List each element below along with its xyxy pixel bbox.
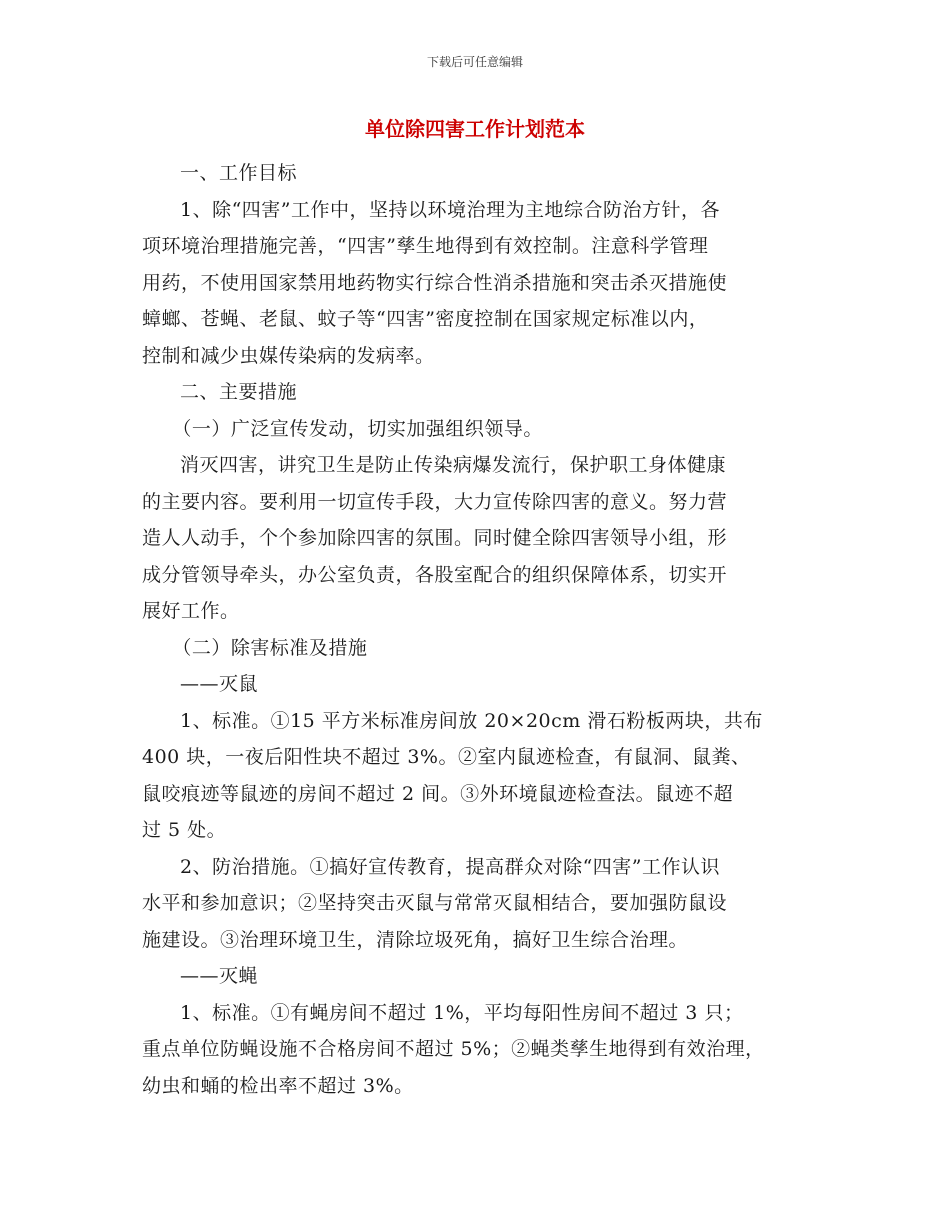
- paragraph-fly-standard: 1、标准。①有蝇房间不超过 1%，平均每阳性房间不超过 3 只； 重点单位防蝇设施不合格房间不超过 5%；②蝇类孳生地得到有效治理， 幼虫和蛹的检出率不超过 3%。: [142, 1001, 765, 1097]
- subheading-standards: （二）除害标准及措施: [172, 636, 368, 659]
- paragraph-goal-1: 1、除“四害”工作中，坚持以环境治理为主地综合防治方针，各 项环境治理措施完善，“四害”孳生地得到有效控制。注意科学管理 用药，不使用国家禁用地药物实行综合性消杀措施和突击杀灭措施使 蟑螂、苍蝇、老鼠、蚊子等“四害”密度控制在国家规定标准以内， 控制和减少虫媒传染病的发病率。: [142, 198, 728, 367]
- heading-fly-control: ——灭蝇: [180, 965, 259, 987]
- document-body: [142, 155, 822, 1104]
- paragraph-rodent-standard: 1、标准。①15 平方米标准房间放 20×20cm 滑石粉板两块，共布 400 块，一夜后阳性块不超过 3%。②室内鼠迹检查，有鼠洞、鼠粪、 鼠咬痕迹等鼠迹的房间不超过 2 间。③外环境鼠迹检查法。鼠迹不超 过 5 处。: [142, 709, 763, 841]
- document-title: 单位除四害工作计划范本: [365, 117, 585, 141]
- paragraph-publicity: 消灭四害，讲究卫生是防止传染病爆发流行，保护职工身体健康 的主要内容。要利用一切宣传手段，大力宣传除四害的意义。努力营 造人人动手，个个参加除四害的氛围。同时健全除四害领导小组，形 成分管领导牵头，办公室负责，各股室配合的组织保障体系，切实开 展好工作。: [142, 454, 728, 622]
- subheading-publicity: （一）广泛宣传发动，切实加强组织领导。: [172, 417, 543, 440]
- section-heading-goals: 一、工作目标: [180, 162, 298, 184]
- section-heading-measures: 二、主要措施: [180, 381, 298, 403]
- page-header-note: 下载后可任意编辑: [426, 55, 523, 69]
- heading-rodent-control: ——灭鼠: [180, 673, 259, 695]
- paragraph-rodent-measures: 2、防治措施。①搞好宣传教育，提高群众对除“四害”工作认识 水平和参加意识；②坚持突击灭鼠与常常灭鼠相结合，要加强防鼠设 施建设。③治理环境卫生，清除垃圾死角，搞好卫生综合治理。: [142, 855, 728, 951]
